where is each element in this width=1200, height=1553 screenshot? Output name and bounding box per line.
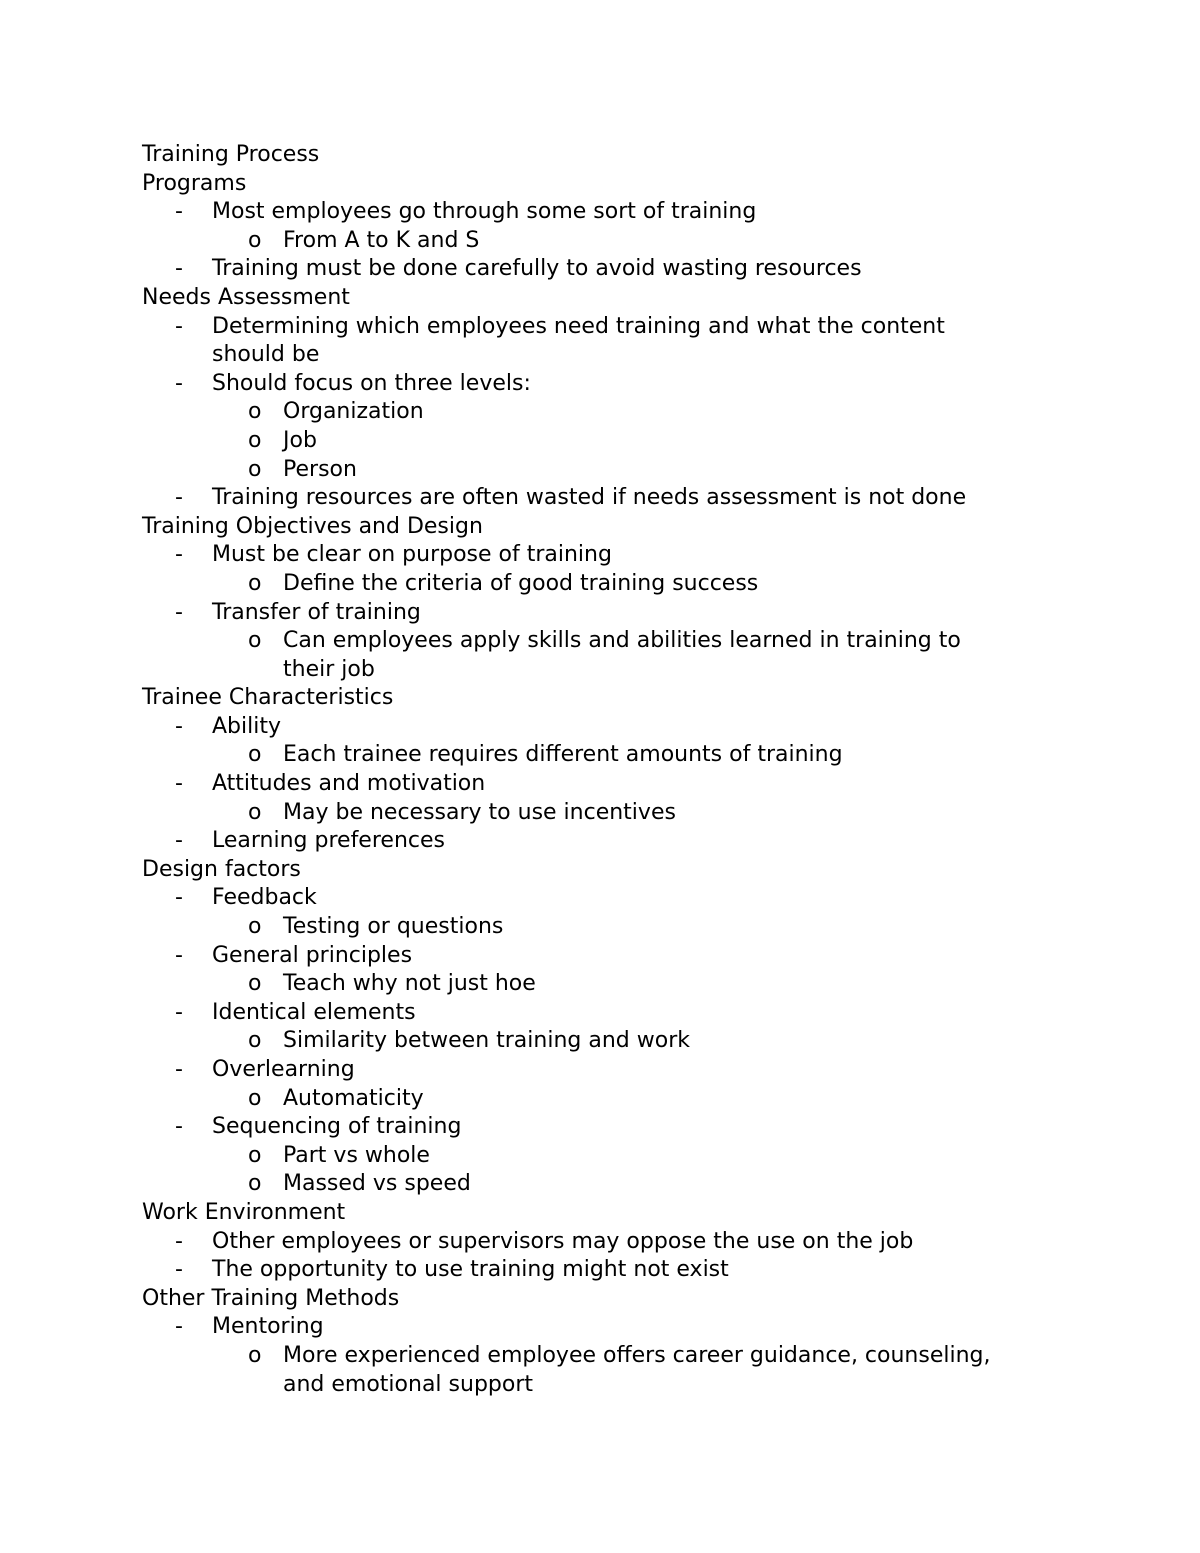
section-heading: [142, 170, 1062, 199]
list-item-text: Ability: [212, 713, 281, 739]
list-item-text: Must be clear on purpose of training: [212, 542, 612, 568]
sub-list-item-text: Teach why not just hoe: [283, 971, 536, 997]
sub-list-item-text: Each trainee requires different amounts of training: [283, 742, 843, 768]
dash-bullet: -: [175, 1228, 183, 1254]
dash-bullet: -: [175, 370, 183, 396]
list-item: [142, 484, 1062, 513]
section-heading-text: Trainee Characteristics: [142, 685, 394, 711]
sub-list-item-text: Automaticity: [283, 1085, 424, 1111]
list-item: [142, 1056, 1062, 1085]
sub-list-item-text: Can employees apply skills and abilities learned in training to: [283, 628, 961, 654]
sub-list-item-text: May be necessary to use incentives: [283, 799, 676, 825]
list-item-text: Sequencing of training: [212, 1114, 462, 1140]
circle-bullet: o: [248, 1142, 262, 1168]
sub-list-item-text: More experienced employee offers career guidance, counseling,: [283, 1342, 991, 1368]
list-item-text: Training resources are often wasted if needs assessment is not done: [212, 485, 967, 511]
dash-bullet: -: [175, 542, 183, 568]
circle-bullet: o: [248, 971, 262, 997]
sub-list-item-text: Massed vs speed: [283, 1171, 471, 1197]
section-heading-text: Training Objectives and Design: [142, 513, 483, 539]
dash-bullet: -: [175, 999, 183, 1025]
sub-list-item-continuation: [142, 656, 1062, 685]
section-heading: [142, 1199, 1062, 1228]
sub-list-item: [142, 741, 1062, 770]
sub-list-item-continuation: [142, 1371, 1062, 1400]
dash-bullet: -: [175, 885, 183, 911]
sub-list-item-text: From A to K and S: [283, 227, 480, 253]
circle-bullet: o: [248, 399, 262, 425]
sub-list-item-text: Define the criteria of good training success: [283, 570, 759, 596]
document-title: Training Process: [142, 142, 320, 167]
sub-list-item: [142, 1085, 1062, 1114]
list-item-text: Mentoring: [212, 1314, 324, 1340]
circle-bullet: o: [248, 427, 262, 453]
list-item: [142, 884, 1062, 913]
circle-bullet: o: [248, 1171, 262, 1197]
circle-bullet: o: [248, 227, 262, 253]
list-item-text: Identical elements: [212, 999, 416, 1025]
sub-list-item: [142, 799, 1062, 828]
circle-bullet: o: [248, 1028, 262, 1054]
dash-bullet: -: [175, 713, 183, 739]
dash-bullet: -: [175, 485, 183, 511]
section-heading-text: Work Environment: [142, 1199, 346, 1225]
sub-list-item: [142, 398, 1062, 427]
sub-list-item-text: Testing or questions: [283, 914, 504, 940]
dash-bullet: -: [175, 599, 183, 625]
section-heading: [142, 1285, 1062, 1314]
list-item: [142, 198, 1062, 227]
list-item: [142, 1228, 1062, 1257]
list-item: [142, 770, 1062, 799]
sub-list-item: [142, 970, 1062, 999]
section-heading: [142, 684, 1062, 713]
sub-list-item: [142, 227, 1062, 256]
circle-bullet: o: [248, 914, 262, 940]
circle-bullet: o: [248, 456, 262, 482]
list-item-text: Other employees or supervisors may oppose the use on the job: [212, 1228, 914, 1254]
list-item: [142, 1313, 1062, 1342]
dash-bullet: -: [175, 199, 183, 225]
sub-list-item: [142, 627, 1062, 656]
circle-bullet: o: [248, 1342, 262, 1368]
list-item-text: Most employees go through some sort of training: [212, 199, 757, 225]
list-item: [142, 313, 1062, 342]
dash-bullet: -: [175, 828, 183, 854]
document-body: [142, 141, 1062, 1399]
dash-bullet: -: [175, 1314, 183, 1340]
dash-bullet: -: [175, 256, 183, 282]
list-item: [142, 255, 1062, 284]
sub-list-item: [142, 1342, 1062, 1371]
section-heading-text: Needs Assessment: [142, 284, 350, 310]
list-item-text: Overlearning: [212, 1057, 355, 1082]
dash-bullet: -: [175, 942, 183, 968]
dash-bullet: -: [175, 771, 183, 797]
section-heading: [142, 284, 1062, 313]
list-item-text: Feedback: [212, 885, 317, 911]
list-item-text: General principles: [212, 942, 413, 968]
section-heading-text: Design factors: [142, 856, 301, 882]
section-heading-text: Programs: [142, 170, 247, 196]
list-item: [142, 999, 1062, 1028]
circle-bullet: o: [248, 570, 262, 596]
list-item: [142, 1256, 1062, 1285]
list-item: [142, 1113, 1062, 1142]
list-item-continuation-text: should be: [212, 342, 320, 368]
sub-list-item: [142, 1142, 1062, 1171]
dash-bullet: -: [175, 1114, 183, 1140]
sub-list-item: [142, 1170, 1062, 1199]
list-item-text: Training must be done carefully to avoid wasting resources: [212, 256, 862, 282]
section-heading: [142, 856, 1062, 885]
sub-list-item: [142, 1027, 1062, 1056]
sub-list-item-text: Part vs whole: [283, 1142, 430, 1168]
list-item-text: Transfer of training: [212, 599, 421, 625]
list-item: [142, 827, 1062, 856]
circle-bullet: o: [248, 742, 262, 768]
sub-list-item-text: Organization: [283, 399, 424, 425]
sub-list-item-text: Similarity between training and work: [283, 1028, 690, 1054]
list-item-text: Determining which employees need training and what the content: [212, 313, 945, 339]
sub-list-item: [142, 427, 1062, 456]
list-item: [142, 599, 1062, 628]
list-item: [142, 942, 1062, 971]
dash-bullet: -: [175, 1257, 183, 1283]
sub-list-item-text: Person: [283, 456, 357, 482]
list-item-text: Should focus on three levels:: [212, 370, 531, 396]
sub-list-item: [142, 570, 1062, 599]
sub-list-item-text: Job: [283, 427, 317, 453]
sub-list-item-continuation-text: their job: [283, 656, 375, 682]
list-item: [142, 713, 1062, 742]
list-item-text: Attitudes and motivation: [212, 771, 486, 797]
list-item: [142, 370, 1062, 399]
dash-bullet: -: [175, 313, 183, 339]
list-item-text: Learning preferences: [212, 828, 445, 854]
circle-bullet: o: [248, 1085, 262, 1111]
section-heading: [142, 513, 1062, 542]
circle-bullet: o: [248, 628, 262, 654]
sub-list-item-continuation-text: and emotional support: [283, 1371, 534, 1397]
dash-bullet: -: [175, 1057, 183, 1082]
list-item-text: The opportunity to use training might not exist: [212, 1257, 729, 1283]
section-heading-text: Other Training Methods: [142, 1285, 400, 1311]
sub-list-item: [142, 456, 1062, 485]
list-item: [142, 541, 1062, 570]
circle-bullet: o: [248, 799, 262, 825]
list-item-continuation: [142, 341, 1062, 370]
sub-list-item: [142, 913, 1062, 942]
